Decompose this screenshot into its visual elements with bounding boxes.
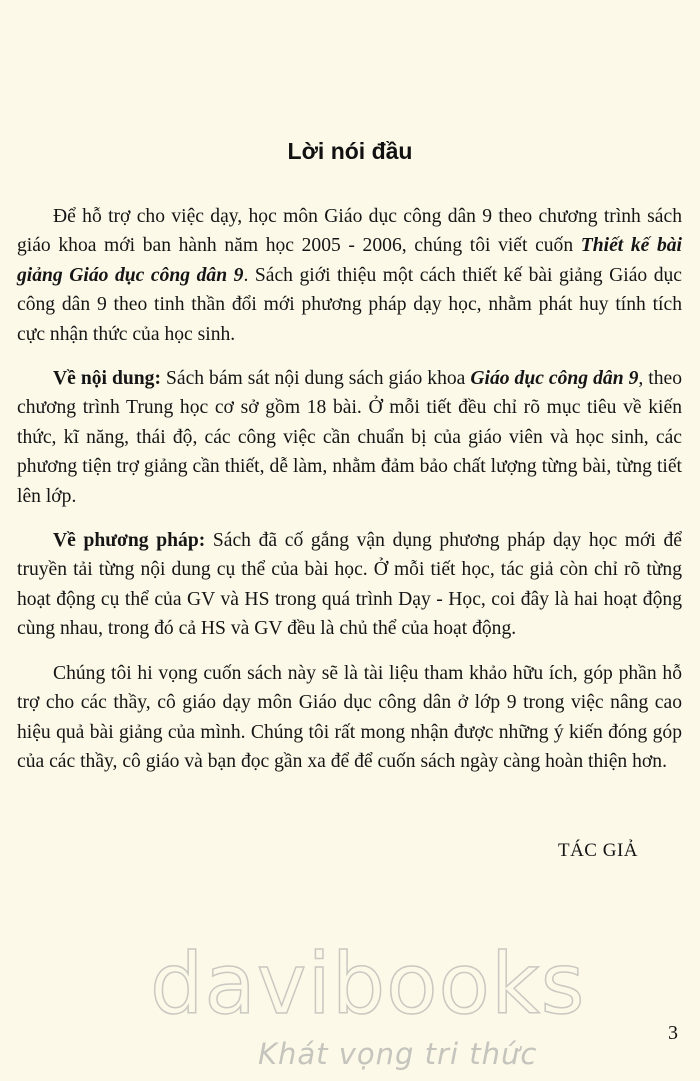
watermark-brand: davibooks	[150, 935, 586, 1033]
page-number: 3	[668, 1022, 678, 1044]
section-lead-method: Về phương pháp:	[53, 530, 206, 552]
paragraph-intro	[17, 202, 682, 349]
watermark	[130, 935, 586, 1081]
book-title-emphasis: Giáo dục công dân 9	[470, 368, 639, 390]
text-segment: . Sách giới thiệu một cách thiết kế bài giảng Giáo dục công dân 9 theo tinh thần đổi mới phương pháp dạy học, nhằm phát huy tính tích cực nhận thức của học sinh.	[17, 264, 683, 345]
book-title-emphasis: Thiết kế bài giảng Giáo dục công dân 9	[17, 235, 683, 286]
author-signature: TÁC GIẢ	[557, 840, 638, 861]
text-segment: , theo chương trình Trung học cơ sở gồm 18 bài. Ở mỗi tiết đều chỉ rõ mục tiêu về kiến thức, kĩ năng, thái độ, các công việc cần chuẩn bị của giáo viên và học sinh, các phương tiện trợ giảng cần thiết, dễ làm, nhằm đảm bảo chất lượng từng bài, từng tiết lên lớp.	[17, 368, 682, 507]
text-segment: Sách bám sát nội dung sách giáo khoa	[160, 368, 471, 390]
paragraph-closing	[17, 659, 682, 777]
text-segment: Sách đã cố gắng vận dụng phương pháp dạy học mới để truyền tải từng nội dung cụ thể của bài học. Ở mỗi tiết học, tác giả còn chỉ rõ từng hoạt động cụ thể của GV và HS trong quá trình Dạy - Học, coi đây là hai hoạt động cùng nhau, trong đó cả HS và GV đều là chủ thể của hoạt động.	[17, 530, 682, 640]
text-segment: Để hỗ trợ cho việc dạy, học môn Giáo dục công dân 9 theo chương trình sách giáo khoa mới ban hành năm học 2005 - 2006, chúng tôi viết cuốn	[17, 206, 682, 257]
paragraph-method	[17, 526, 682, 644]
paragraph-content	[17, 364, 682, 511]
watermark-slogan: Khát vọng tri thức	[258, 1037, 538, 1071]
page-title: Lời nói đầu	[287, 138, 413, 164]
preface-body	[17, 202, 682, 791]
text-segment: Chúng tôi hi vọng cuốn sách này sẽ là tài liệu tham khảo hữu ích, góp phần hỗ trợ cho các thầy, cô giáo dạy môn Giáo dục công dân ở lớp 9 trong việc nâng cao hiệu quả bài giảng của mình. Chúng tôi rất mong nhận được những ý kiến đóng góp của các thầy, cô giáo và bạn đọc gần xa để để cuốn sách ngày càng hoàn thiện hơn.	[17, 662, 682, 772]
section-lead-content: Về nội dung:	[53, 368, 161, 390]
